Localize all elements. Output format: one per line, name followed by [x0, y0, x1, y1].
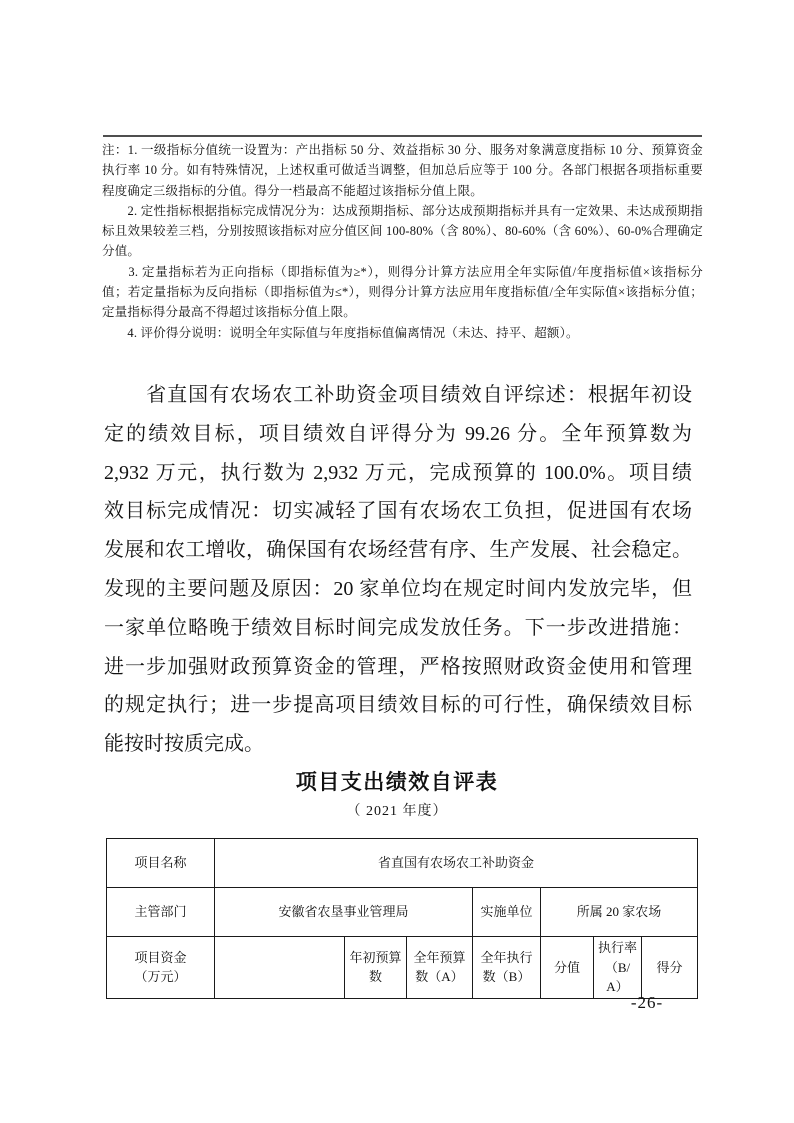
summary-line: 一家单位略晚于绩效目标时间完成发放任务。下一步改进措施：: [104, 616, 692, 639]
summary-line: 省直国有农场农工补助资金项目绩效自评综述：根据年初设: [104, 384, 692, 406]
note-line: 值；若定量指标为反向指标（即指标值为≤*），则得分计算方法应用年度指标值/全年实际值×该指标分值；: [102, 285, 703, 300]
note-line: 定量指标得分最高不得超过该指标分值上限。: [102, 305, 357, 320]
note-line: 2. 定性指标根据指标完成情况分为：达成预期指标、部分达成预期指标并具有一定效果、未达成预期指: [102, 203, 703, 218]
score-header-cell: 得分: [642, 937, 698, 999]
summary-line: 进一步加强财政预算资金的管理，严格按照财政资金使用和管理: [104, 655, 692, 678]
self-evaluation-summary-paragraph: [104, 376, 692, 764]
note-line: 标且效果较差三档，分别按照该指标对应分值区间 100-80%（含 80%）、80-60%（含 60%）、60-0%合理确定: [102, 224, 703, 239]
initial-budget-header-cell: 年初预算数: [345, 937, 407, 999]
note-line: 3. 定量指标若为正向指标（即指标值为≥*），则得分计算方法应用全年实际值/年度指标值×该指标分: [102, 264, 703, 279]
note-line: 分值。: [102, 244, 141, 259]
table-row-department: [107, 888, 698, 937]
note-3: [102, 262, 703, 323]
execution-rate-header-cell: 执行率（B/A）: [594, 937, 642, 999]
project-funds-empty-cell: [215, 937, 345, 999]
summary-line: 2,932 万元，执行数为 2,932 万元，完成预算的 100.0%。项目绩: [104, 461, 692, 484]
note-4: [102, 323, 703, 343]
performance-self-evaluation-table: [106, 838, 698, 999]
annual-budget-header-cell: 全年预算数（A）: [407, 937, 473, 999]
note-line: 程度确定三级指标的分值。得分一档最高不能超过该指标分值上限。: [102, 183, 484, 198]
table-row-project-name: [107, 839, 698, 888]
implementing-unit-value-cell: 所属 20 家农场: [541, 888, 698, 937]
project-funds-label-line2: （万元）: [134, 969, 187, 985]
summary-line: 发展和农工增收，确保国有农场经营有序、生产发展、社会稳定。: [104, 539, 692, 562]
table-row-project-funds-header: [107, 937, 698, 999]
project-name-value-cell: 省直国有农场农工补助资金: [215, 839, 698, 888]
summary-line: 定的绩效目标，项目绩效自评得分为 99.26 分。全年预算数为: [104, 422, 692, 445]
summary-line: 能按时按质完成。: [104, 733, 264, 756]
table-subtitle-year: （ 2021 年度）: [346, 804, 448, 819]
summary-line: 的规定执行；进一步提高项目绩效目标的可行性，确保绩效目标: [104, 694, 692, 717]
department-value-cell: 安徽省农垦事业管理局: [215, 888, 473, 937]
project-funds-label-cell: [107, 937, 215, 999]
note-line: 注：1. 一级指标分值统一设置为：产出指标 50 分、效益指标 30 分、服务对象满意度指标 10 分、预算资金: [102, 143, 703, 157]
implementing-unit-label-cell: 实施单位: [473, 888, 541, 937]
annual-execution-header-cell: 全年执行数（B）: [473, 937, 541, 999]
project-name-label-cell: 项目名称: [107, 839, 215, 888]
note-line: 执行率 10 分。如有特殊情况，上述权重可做适当调整，但加总后应等于 100 分。各部门根据各项指标重要: [102, 163, 703, 178]
department-label-cell: 主管部门: [107, 888, 215, 937]
summary-line: 发现的主要问题及原因：20 家单位均在规定时间内发放完毕，但: [104, 577, 692, 600]
top-divider-rule: [103, 135, 702, 137]
page-number: -26-: [630, 993, 664, 1012]
project-funds-label-line1: 项目资金: [134, 949, 187, 965]
note-2: [102, 201, 703, 262]
note-line: 4. 评价得分说明：说明全年实际值与年度指标值偏离情况（未达、持平、超额）。: [102, 325, 579, 340]
score-value-header-cell: 分值: [541, 937, 594, 999]
table-title: 项目支出绩效自评表: [295, 771, 499, 794]
summary-line: 效目标完成情况：切实减轻了国有农场农工负担，促进国有农场: [104, 500, 692, 523]
note-1: [102, 140, 703, 201]
notes-section: [102, 140, 703, 343]
